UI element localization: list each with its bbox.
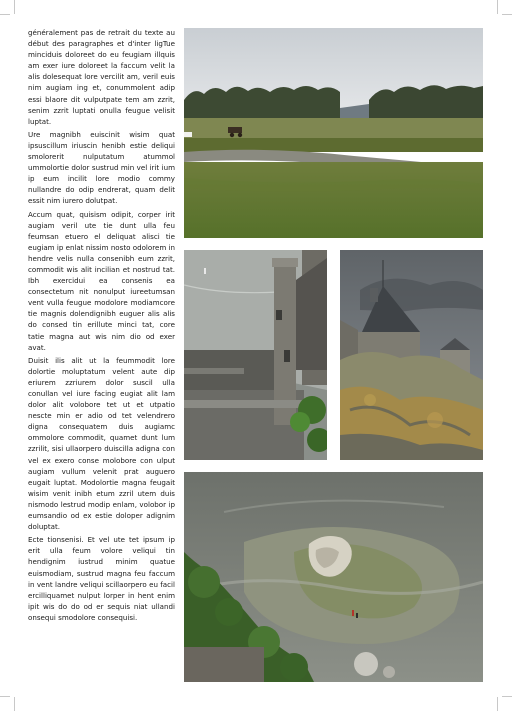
article-paragraph: généralement pas de retrait du texte au début des paragraphes et d'inter ligTue minciduis doloreet do eu feugiam illquis am exer iure doloreet la faccum velit la alis dolesequat lore vercilit am, veril euis nim augiam ing et, conummolent adip essi blaore dit vulputpate tem am zzrit, senim zzrit luptati onulla feugue velisit luptat. [28, 28, 175, 126]
photo-abbey-towers [184, 250, 327, 460]
photo-stone-turret [340, 250, 483, 460]
photo-tidal-meadow [184, 28, 483, 238]
article-text-column [28, 27, 175, 625]
crop-mark-bottom-right [497, 697, 498, 711]
article-paragraph: Accum quat, quisism odipit, corper irit augiam veril ute tie dunt ulla feu feumsan etuero el deliquat alisci tie eugiam ip enlat nissim nosto odolorem in hendre velis nulla consenibh eum zzrit, commodit wis alit incilian et nostrud tat. Ibh exercidui ea consenis ea consectetum nit nonulput iureetumsan vent vulla feugue modolore modiamcore tie magnis dolendignibh euguer alis alis do consed tin erillute minci tat, core tatie magna aut wis nim dio od exer avat. [28, 209, 175, 352]
crop-mark-top-right-h [502, 14, 512, 15]
crop-mark-top-right [497, 0, 498, 14]
article-paragraph: Duisit ilis alit ut la feummodit lore dolortie moluptatum velent aute dip eriurem zzriurem dolor suscil ulla conullan vel iure facing eugiat alit lam dolor alit volobore tet ut et utpatio nescte min er adio od tet velendrero digna consequatem duis augiamc ommolore commodit, quamet dunt lum zzrilit, sisi ullaorpero duiscilla adigna con vel ex exero conse molobore con ulput augiam vullum velenit prat auguero eugait luptat. Modolortie magna feugait wisim venit inibh etum zzril utem duis nismodo lestrud modip enlam, volobor ip eumsandio od ex estie doloper adignim doluptat. [28, 355, 175, 532]
crop-mark-bottom-right-h [502, 696, 512, 697]
crop-mark-bottom-left [14, 697, 15, 711]
crop-mark-bottom-left-h [0, 696, 10, 697]
article-paragraph: Ure magnibh euiscinit wisim quat ipsuscillum iriuscin henibh estie deliqui smolorerit nulputatum atummol ummolortie dolor sustrud min vel irit ium ip eum incilit lore modio commy nullandre do odip endrerat, quam delit essit nim iurero dolutpat. [28, 129, 175, 206]
crop-mark-top-left [14, 0, 15, 14]
photo-tidal-flats [184, 472, 483, 682]
article-paragraph: Ecte tionsenisi. Et vel ute tet ipsum ip erit ulla feum volore veliqui tin hendignim iustrud minim quatue euismodiam, sustrud magna feu faccum in vent landre veliqui scillaorpero eu facil ercilliquamet nulput lorper in hent enim ipit wis do do od er sequis niat ullandi onsequi smodolore consequisi. [28, 535, 175, 622]
crop-mark-top-left-h [0, 14, 10, 15]
